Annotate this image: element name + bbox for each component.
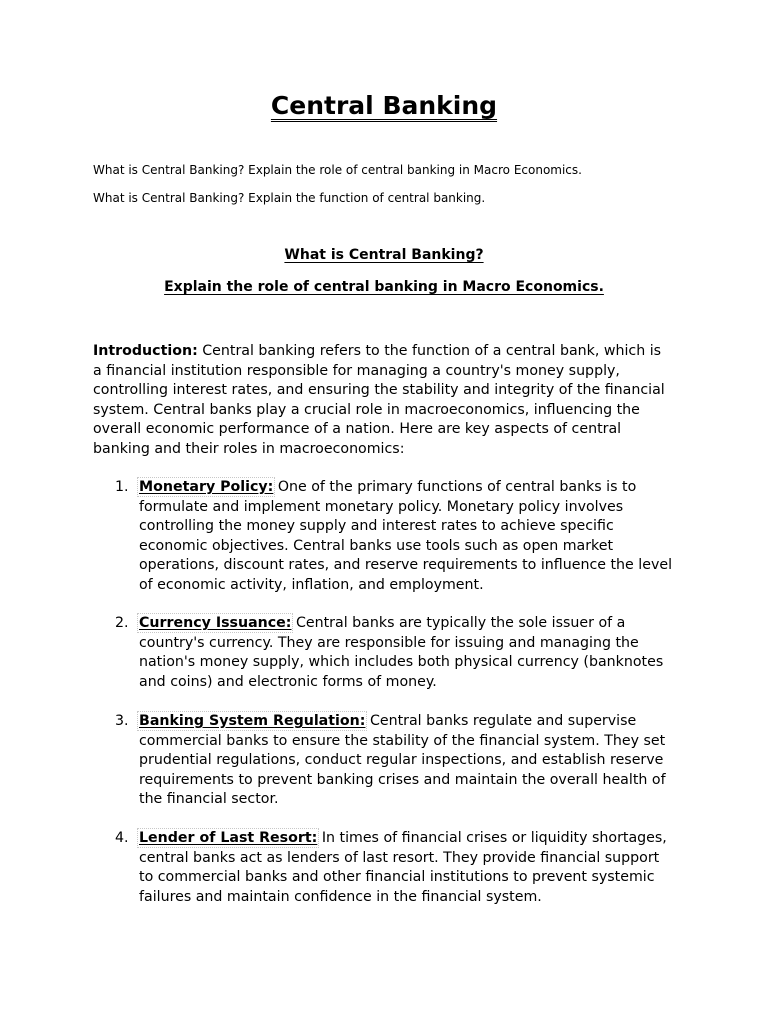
question-2: What is Central Banking? Explain the function of central banking. [93, 191, 486, 205]
intro-label: Introduction: [93, 343, 198, 359]
list-item-term: Banking System Regulation: [139, 713, 366, 729]
list-number: 1. [115, 479, 129, 495]
list-item-body [139, 712, 677, 810]
list-item [93, 829, 683, 909]
list-item-body [139, 478, 677, 596]
intro-text: Central banking refers to the function of a central bank, which is a financial institution responsible for managing a country's money supply, controlling interest rates, and ensuring the stability and integrity of the financial system. Central banks play a crucial role in macroeconomics, influencing the overall economic performance of a nation. Here are key aspects of central banking and their roles in macroeconomics: [93, 343, 665, 457]
subheading-what-is: What is Central Banking? [284, 247, 484, 263]
list-item-text: In times of financial crises or liquidity shortages, central banks act as lenders of last resort. They provide financial support to commercial banks and other financial institutions to prevent systemic failures and maintain confidence in the financial system. [139, 830, 667, 905]
list-item-body [139, 614, 677, 692]
list-item [93, 712, 683, 812]
list-number: 4. [115, 830, 129, 846]
list-item [93, 478, 683, 598]
list-item-term: Currency Issuance: [139, 615, 292, 631]
list-item-text: One of the primary functions of central banks is to formulate and implement monetary policy. Monetary policy involves controlling the money supply and interest rates to achieve specific economic objectives. Central banks use tools such as open market operations, discount rates, and reserve requirements to influence the level of economic activity, inflation, and employment. [139, 479, 673, 593]
list-item [93, 614, 683, 694]
document-title: Central Banking [270, 91, 498, 120]
list-item-text: Central banks regulate and supervise commercial banks to ensure the stability of the financial system. They set prudential regulations, conduct regular inspections, and establish reserve requirements to prevent banking crises and maintain the overall health of the financial sector. [139, 713, 666, 808]
list-item-term: Monetary Policy: [139, 479, 274, 495]
question-1: What is Central Banking? Explain the role of central banking in Macro Economics. [93, 163, 582, 177]
list-item-term: Lender of Last Resort: [139, 830, 318, 846]
list-number: 3. [115, 713, 129, 729]
list-item-text: Central banks are typically the sole issuer of a country's currency. They are responsible for issuing and managing the nation's money supply, which includes both physical currency (banknotes and coins) and electronic forms of money. [139, 615, 664, 690]
intro-paragraph [93, 342, 673, 460]
subheading-role: Explain the role of central banking in Macro Economics. [164, 279, 604, 295]
list-number: 2. [115, 615, 129, 631]
list-item-body [139, 829, 677, 907]
